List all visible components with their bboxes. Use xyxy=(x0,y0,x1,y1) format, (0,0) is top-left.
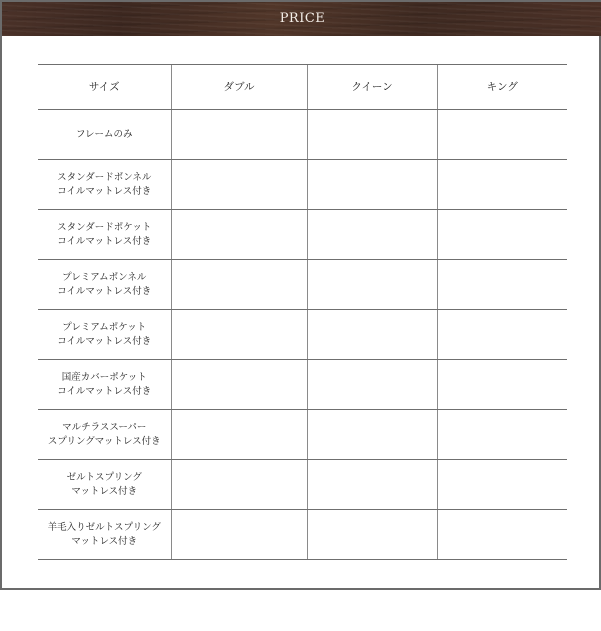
price-cell-double xyxy=(171,160,307,210)
price-cell-king xyxy=(437,160,567,210)
price-cell-double xyxy=(171,410,307,460)
price-cell-double xyxy=(171,110,307,160)
price-cell-king xyxy=(437,260,567,310)
row-label xyxy=(38,360,171,410)
row-label xyxy=(38,310,171,360)
table-row xyxy=(38,160,567,210)
row-label-line: コイルマットレス付き xyxy=(57,185,152,197)
row-label xyxy=(38,110,171,160)
table-row xyxy=(38,410,567,460)
table-row xyxy=(38,360,567,410)
column-header-double: ダブル xyxy=(171,65,307,110)
row-label-line: マットレス付き xyxy=(71,535,138,547)
row-label-line: 羊毛入りゼルトスプリング xyxy=(47,521,161,533)
row-label-line: スタンダードボンネル xyxy=(57,171,152,183)
row-label xyxy=(38,160,171,210)
row-label-line: プレミアムボンネル xyxy=(62,271,147,283)
row-label xyxy=(38,210,171,260)
price-cell-queen xyxy=(307,410,437,460)
price-cell-king xyxy=(437,410,567,460)
column-header-size: サイズ xyxy=(38,65,171,110)
price-cell-king xyxy=(437,510,567,560)
column-header-king: キング xyxy=(437,65,567,110)
row-label-line: コイルマットレス付き xyxy=(57,335,152,347)
row-label-line: コイルマットレス付き xyxy=(57,235,152,247)
price-cell-double xyxy=(171,260,307,310)
price-cell-queen xyxy=(307,460,437,510)
row-label-line: コイルマットレス付き xyxy=(57,385,152,397)
price-cell-queen xyxy=(307,510,437,560)
row-label-line: フレームのみ xyxy=(75,128,133,140)
table-row xyxy=(38,260,567,310)
price-cell-queen xyxy=(307,360,437,410)
row-label xyxy=(38,410,171,460)
table-row xyxy=(38,510,567,560)
price-cell-king xyxy=(437,310,567,360)
price-cell-king xyxy=(437,460,567,510)
price-cell-double xyxy=(171,360,307,410)
column-header-queen: クイーン xyxy=(307,65,437,110)
row-label-line: プレミアムポケット xyxy=(62,321,147,333)
row-label-line: マルチラススーパー xyxy=(62,421,147,433)
row-label-line: スタンダードポケット xyxy=(57,221,152,233)
table-row xyxy=(38,210,567,260)
price-cell-king xyxy=(437,210,567,260)
price-title: PRICE xyxy=(279,11,326,26)
table-row xyxy=(38,460,567,510)
row-label-line: 国産カバーポケット xyxy=(61,371,147,383)
price-cell-queen xyxy=(307,210,437,260)
table-row xyxy=(38,110,567,160)
row-label-line: コイルマットレス付き xyxy=(57,285,152,297)
price-cell-queen xyxy=(307,160,437,210)
row-label xyxy=(38,510,171,560)
price-cell-king xyxy=(437,110,567,160)
row-label xyxy=(38,460,171,510)
row-label-line: ゼルトスプリング xyxy=(66,471,142,483)
price-cell-double xyxy=(171,510,307,560)
row-label xyxy=(38,260,171,310)
price-cell-queen xyxy=(307,310,437,360)
price-cell-queen xyxy=(307,110,437,160)
price-cell-double xyxy=(171,460,307,510)
price-table xyxy=(38,64,567,560)
table-row xyxy=(38,310,567,360)
price-cell-double xyxy=(171,210,307,260)
table-header-row xyxy=(38,65,567,110)
row-label-line: マットレス付き xyxy=(71,485,138,497)
price-cell-double xyxy=(171,310,307,360)
row-label-line: スプリングマットレス付き xyxy=(47,435,161,447)
price-cell-queen xyxy=(307,260,437,310)
price-cell-king xyxy=(437,360,567,410)
price-header xyxy=(2,2,601,36)
